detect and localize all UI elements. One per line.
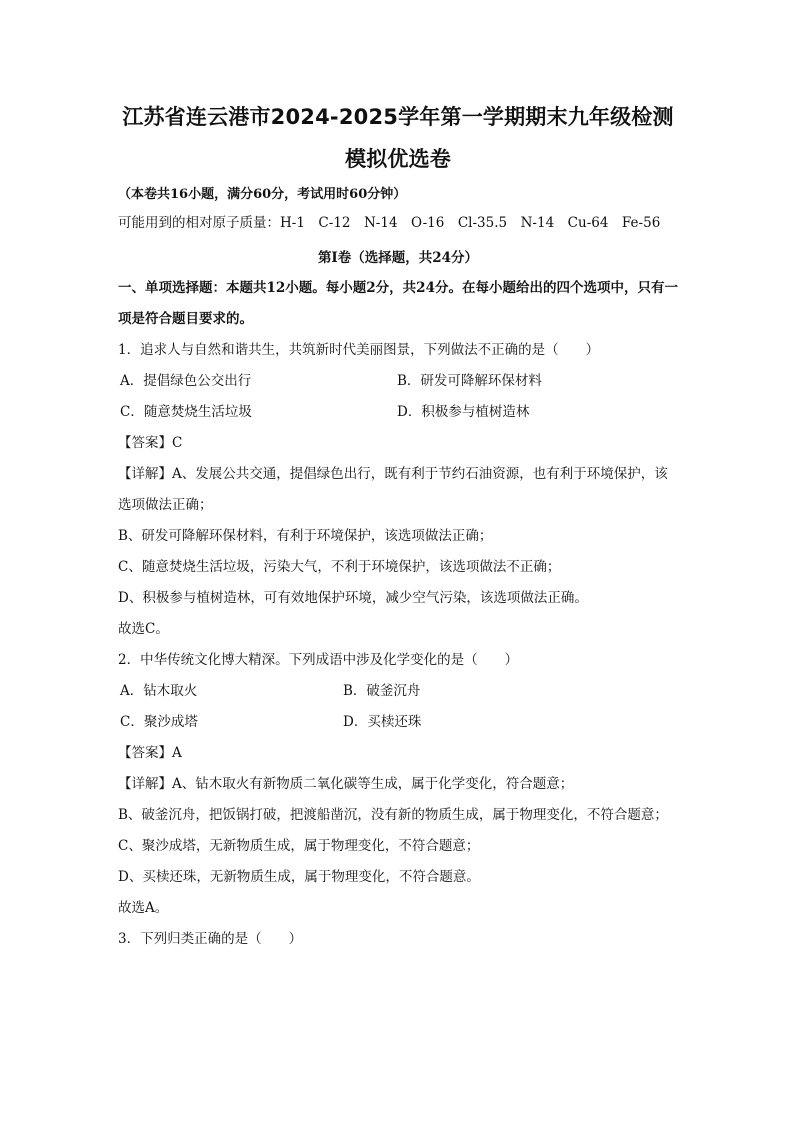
- option-a: A．钻木取火: [120, 683, 198, 699]
- answer-line: 【答案】C: [118, 435, 183, 451]
- exam-note: （本卷共16小题，满分60分，考试用时60分钟）: [118, 187, 407, 202]
- detail-line: B、破釜沉舟，把饭锅打破，把渡船凿沉，没有新的物质生成，属于物理变化，不符合题意；: [118, 807, 668, 823]
- question-stem: 3．下列归类正确的是（ ）: [118, 931, 303, 947]
- option-b: B．研发可降解环保材料: [397, 373, 542, 389]
- conclusion-line: 故选C。: [118, 621, 169, 637]
- exam-title-line1: 江苏省连云港市2024-2025学年第一学期期末九年级检测: [122, 105, 674, 129]
- question-1: [118, 335, 678, 645]
- option-d: D．买椟还珠: [343, 714, 422, 730]
- detail-line: 【详解】A、发展公共交通，提倡绿色出行，既有利于节约石油资源，也有利于环境保护，该选项做法正确；: [118, 466, 668, 513]
- option-a: A．提倡绿色公交出行: [120, 373, 252, 389]
- detail-line: C、聚沙成塔，无新物质生成，属于物理变化，不符合题意；: [118, 838, 480, 854]
- part-intro: 一、单项选择题：本题共12小题。每小题2分，共24分。在每小题给出的四个选项中，只有一项是符合题目要求的。: [118, 280, 678, 327]
- detail-line: B、研发可降解环保材料，有利于环境保护，该选项做法正确；: [118, 528, 493, 544]
- question-3: [118, 924, 678, 955]
- detail-line: C、随意焚烧生活垃圾，污染大气，不利于环境保护，该选项做法不正确；: [118, 559, 561, 575]
- option-c: C．聚沙成塔: [120, 714, 198, 730]
- question-stem: 1．追求人与自然和谐共生，共筑新时代美丽图景，下列做法不正确的是（ ）: [118, 342, 600, 358]
- exam-title-line2: 模拟优选卷: [345, 147, 451, 171]
- option-d: D．积极参与植树造林: [397, 404, 530, 420]
- option-c: C．随意焚烧生活垃圾: [120, 404, 252, 420]
- option-b: B．破釜沉舟: [343, 683, 421, 699]
- atomic-mass-line: 可能用到的相对原子质量：H-1 C-12 N-14 O-16 Cl-35.5 N-14 Cu-64 Fe-56: [118, 215, 661, 231]
- exam-title: [118, 96, 678, 180]
- conclusion-line: 故选A。: [118, 900, 169, 916]
- section-title: 第Ⅰ卷（选择题，共24分）: [317, 250, 479, 266]
- question-stem: 2．中华传统文化博大精深。下列成语中涉及化学变化的是（ ）: [118, 652, 519, 668]
- detail-line: D、积极参与植树造林，可有效地保护环境，减少空气污染，该选项做法正确。: [118, 590, 588, 606]
- detail-line: 【详解】A、钻木取火有新物质二氧化碳等生成，属于化学变化，符合题意；: [118, 776, 574, 792]
- answer-line: 【答案】A: [118, 745, 182, 761]
- options-row: [118, 397, 678, 428]
- question-2: [118, 645, 678, 924]
- options-row: [118, 707, 678, 738]
- detail-line: D、买椟还珠，无新物质生成，属于物理变化，不符合题意。: [118, 869, 480, 885]
- options-row: [118, 676, 678, 707]
- exam-page: [118, 96, 678, 955]
- options-row: [118, 366, 678, 397]
